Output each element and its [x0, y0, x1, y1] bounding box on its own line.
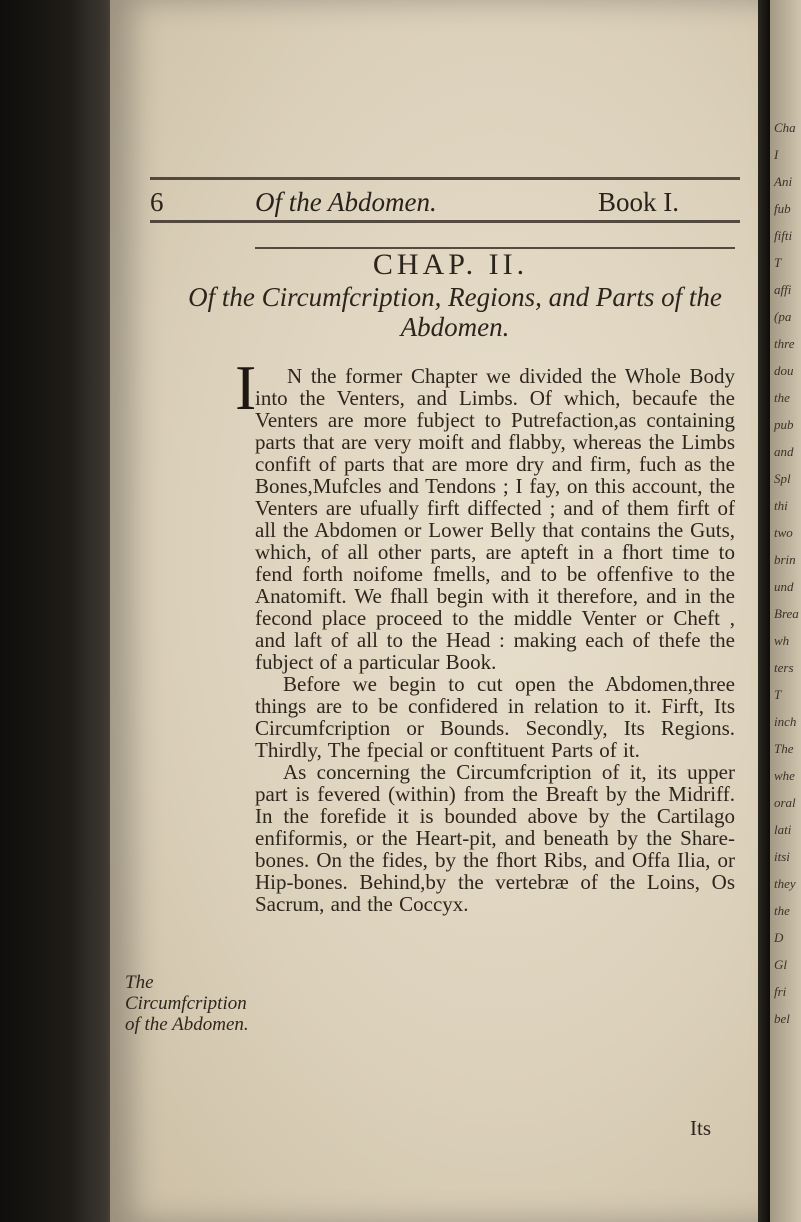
facing-page-fragment: dou [774, 363, 794, 378]
facing-page-fragment: itsi [774, 849, 790, 864]
facing-page-fragment: thi [774, 498, 788, 513]
facing-page-edge [770, 0, 801, 1222]
facing-page-fragment: the [774, 390, 790, 405]
paragraph-3: As concerning the Circumfcription of it, its upper part is fevered (within) from the Breaft by the Midriff. In the forefide it is bounded above by the Cartilago enfiformis, or the Heart-pit, and beneath by the Share-bones. On the fides, by the fhort Ribs, and Offa Ilia, or Hip-bones. Behind,by the vertebræ of the Loins, Os Sacrum, and the Coccyx. [255, 760, 735, 916]
facing-page-fragment: Brea [774, 606, 799, 621]
facing-page-fragment: they [774, 876, 796, 891]
facing-page-fragment: T [774, 687, 782, 702]
facing-page-fragment: brin [774, 552, 796, 567]
drop-cap: I [235, 352, 257, 423]
facing-page-fragment: the [774, 903, 790, 918]
page-number: 6 [150, 187, 164, 217]
margin-note: The Circumfcription of the Abdomen. [125, 972, 249, 1035]
facing-page-fragment: pub [774, 417, 794, 432]
book-label: Book I. [598, 187, 679, 217]
facing-page-fragment: T [774, 255, 782, 270]
facing-page-fragment: und [774, 579, 794, 594]
header-rule [150, 220, 740, 223]
page-gutter [758, 0, 770, 1222]
paragraph-2: Before we begin to cut open the Abdomen,three things are to be confidered in relation to it. Firft, Its Circumfcription or Bounds. Secondly, Its Regions. Thirdly, The fpecial or conftituent Parts of it. [255, 672, 735, 762]
facing-page-fragment: Gl [774, 957, 787, 972]
facing-page-fragment: Ani [774, 174, 793, 189]
running-title: Of the Abdomen. [255, 187, 437, 217]
facing-page-fragment: D [774, 930, 784, 945]
facing-page-fragment: lati [774, 822, 792, 837]
facing-page-fragment: two [774, 525, 793, 540]
catchword: Its [690, 1116, 711, 1140]
chapter-title: CHAP. II. [372, 248, 529, 281]
facing-page-fragment: Cha [774, 120, 796, 135]
top-rule [150, 177, 740, 180]
facing-page-fragment: fifti [774, 228, 793, 243]
facing-page-fragment: affi [774, 282, 792, 297]
facing-page-fragment: and [774, 444, 794, 459]
body-text [255, 365, 735, 915]
facing-page-fragment: whe [774, 768, 795, 783]
book-binding-shadow [0, 0, 125, 1222]
chapter-subtitle: Of the Circumfcription, Regions, and Parts of the Abdomen. [188, 282, 722, 342]
facing-page-fragment: inch [774, 714, 797, 729]
facing-page-fragment: (pa [774, 309, 792, 324]
facing-page-fragment: I [774, 147, 779, 162]
facing-page-fragment: The [774, 741, 794, 756]
facing-page-fragment: oral [774, 795, 796, 810]
facing-page-fragment: thre [774, 336, 795, 351]
facing-page-fragment: Spl [774, 471, 791, 486]
running-header [150, 187, 740, 217]
facing-page-fragment: wh [774, 633, 790, 648]
facing-page-fragment: fub [774, 201, 791, 216]
facing-page-fragment: bel [774, 1011, 790, 1026]
facing-page-fragment: ters [774, 660, 794, 675]
paragraph-1: N the former Chapter we divided the Whole Body into the Venters, and Limbs. Of which, becaufe the Venters are more fubject to Putrefaction,as containing parts that are very moift and flabby, whereas the Limbs confift of parts that are more dry and firm, fuch as the Bones,Mufcles and Tendons ; I fay, on this account, the Venters are ufually firft diffected ; and of them firft of all the Abdomen or Lower Belly that contains the Guts, which, of all other parts, are apteft in a fhort time to fend forth noifome fmells, and to be offenfive to the Anatomift. We fhall begin with it therefore, and in the fecond place proceed to the middle Venter or Cheft , and laft of all to the Head : making each of thefe the fubject of a particular Book. [255, 364, 735, 674]
facing-page-fragment: fri [774, 984, 787, 999]
